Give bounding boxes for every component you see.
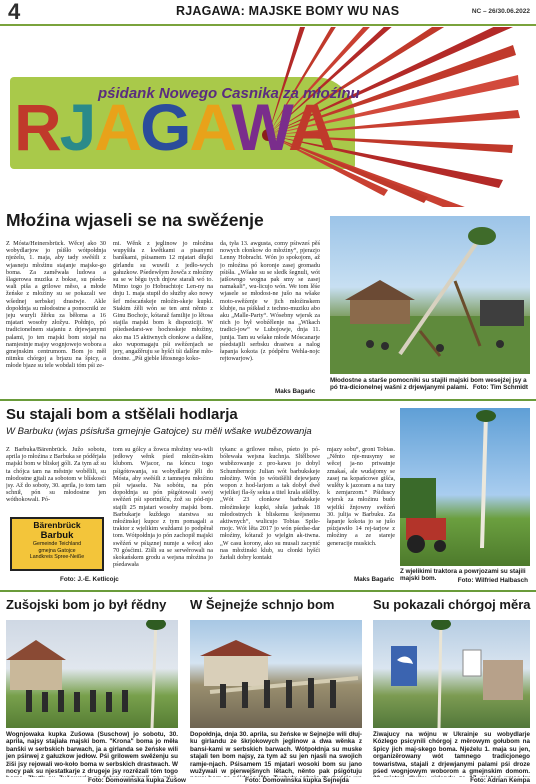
article5-caption: Žiwajucy na wójnu w Ukrainje su wobydlarje Kózlego psicynili chórgoj z měrowym gołubom na špicy jich maj-skego boma. Njeźelu 1. maja su jen, organizěrowany wót tamnego tradicjonego towaristwa, stajali z drjewjanymi palami pśi droze pśed wognjowym woborom a gmejnskim domom. bbox=[373, 731, 530, 776]
article1-col3: da, tyła 13. awgusta, comy pśiwześ pěś nowych cłonkow do młoźiny“, pjerazjo Lenny Hobracht. Wón jo spokojom, až jo młoźina pó koronje zasej gromadu pśiśła. „Wšake su se sledk šegnuli, wót jatšowngo wogna pak smy se zasej namakali“, wu-licujo wón. We tom lěśe wjasele se młodost-ne jušo na wšake moto-swěźenje w jich młoźinskem klubje, na pśikład z techno-muziku abo aku „Malle-Party“. Wósebny wjersk za nich jo był wobźělenje na „Wikach tradici-jow“ w Lubojowje, dnja 11. junija. Tam su wšake młode Móscanarje pśedstajili serbsku drastwu a nalog łapanja kokota (z pódpěru Wehla-nojc rejtowarjow). bbox=[220, 240, 320, 363]
article2-photo bbox=[400, 408, 530, 566]
article2-rule bbox=[0, 590, 536, 592]
logo-r: R bbox=[14, 90, 60, 164]
town-sign-line-1: Bärenbrück bbox=[33, 520, 81, 530]
zusow-photo-illustration bbox=[6, 620, 178, 728]
logo-a2: A bbox=[189, 90, 232, 164]
logo-g: G bbox=[140, 90, 190, 164]
tractor-photo-illustration bbox=[400, 408, 530, 566]
town-sign-line-2: Barbuk bbox=[40, 529, 74, 541]
header-rule bbox=[0, 24, 536, 26]
page-number: 4 bbox=[8, 0, 21, 24]
article2-col1: Z Barbuka/Bärenbrück. Južo sobotu, aprila jo młoźina z Barbuka se póděrjała majski bom w bliskej góli. Za tym až su ta chójca tam na městnje wobělili, su młodostne gjtali za sobotom w blískosći jsy. Až do soboty, 30. aprila, jo tom tam schnił, pón su młodostne jen wóthokowali. Pó- bbox=[6, 446, 106, 504]
article1-author: Maks Bagańc bbox=[275, 388, 316, 395]
article1-headline: Młoźina wjaseli se na swěźenje bbox=[6, 210, 264, 230]
article1-photo-credit: Foto: Tim Schmidt bbox=[472, 384, 528, 391]
article1-rule bbox=[0, 399, 536, 401]
logo-w: W bbox=[231, 90, 289, 164]
article1-col1: Z Mósta/Heinersbrück. Wěcej ako 30 wobydlarjow jo pśišło wótpołdnja njeźelu, 1. maja, aby tady swěśili z wjasneju młoźinu stajanje majske-go boma. Za zaměwała ludowa a šlagerowa muzika z bokse, su pśeda-wali piša a grilowe měso, a młode žeńske z młoźiny su se pokazali we wšednej serbskej drastwje. Akle dopołdnja su młodostne a pomocniki ze jeju wuryli žěrku za běłoma a 16 mjatari wosoby złožyu. Połdnjo, pó tradicionelnem stajaniu z drjewjanymi palami, jo ten majski bom stojał na namjestnje majsy wognjowejo wobora a gmejnskim centrumom. Bom jo měł niimku chórgoj a brjazu na špicy, a młode bjaze su tele wobdali tóm pśi ze- bbox=[6, 240, 106, 370]
article2-col3: tykanc a grilowe měso, pśeto jo pó-bółewała wejsna kuchnja. Sltělbowe wubězowanje z pro-kawu jo dobyl Schumbernojc Julian wót barbukskeje młoźiny. Wón jo wótstšělił dejewjany wopon z hod-larjom a tak dobył dwě wjelikej fla-šy sekta a titel krala stšělby. „Wót 23 cłonkow barbukskeje młoźinskeje kupki, słuša jadnak 18 młodostnych k bliskemu kréjsnemu aktiwnych“, wulicujo Tobias Spile-rnojc. Wót lěta 2017 jo wón pśedse-dar młoźiny, kótaraž jo wjelgin ak-tiwna. „W casu korony, ako su musali zacynić nas młoźinski klub, su cłonki hyšći žarłali dobry kontakt bbox=[220, 446, 320, 562]
article3-photo-credit: Foto: Domowinska kupka Zušow bbox=[88, 777, 186, 784]
logo-a1: A bbox=[94, 90, 141, 164]
article1-col2: mi. Wěnk z jeglinow jo młoźina wupyšiła z kwětkami a pisanymi banškami, pśisamem 12 mjatari dłujki girlandu su wuwili z jedło-wych gałuzkow. Pśedewšym žowča z młoźiny su se w běgu tych dnjow starali wó to. Mimo togo jo Hobrachtojc Len-ny na dnju 1. maja stupił do służby ako nowy šef móscańskeje młoźin-skeje kupki. Stakim źěli wón se ten amt něnto z Ginu Bochojc, kótaraž familije jo lětosa stajila majski bom k dispoziciji. W pśiedsedarst-we hochoskeje młoźiny, ako ma 15 aktiwnych cłonkow a dalšne, ako wupomagaju pśi swěźenjach se jery, angažěruju se hyšći tśi dalšne mło-dostne. „Pśi gjeble lětosnego koko- bbox=[113, 240, 213, 363]
article2-caption: Z wjelikimi traktora a powrjozami su stajili majski bom. bbox=[400, 568, 526, 583]
issue-info: NC – 26/30.06.2022 bbox=[471, 8, 530, 15]
running-header-title: RJAGAWA: MAJSKE BOMY WU NAS bbox=[176, 4, 400, 18]
article2-col2: tom su gólcy a žowca młoźiny wu-wili jedłowy wěnk pśed młoźin-skim klubom. Wjacor, na kóncu togo pśigótowanja, su wobydlarje jěli do Mósta, aby swěśili z tamnejeu młoźinu pśi wjaselu. Na sobótu, na pón dopołdnja su pón pśigótowali swój swěźeń pśi sportnišću, źož su pód-njo stajili 25 mjatari wosoby majski bom. Barbukarje kuždego starstwa su młoźinskej kupce z tym pomagali a traktor z wjelikim wuždami jo podpěrał tom. Wótpołdnja jo pón zachopił majski swěźeń w pśiąznej numje a wěcej ako 70 gósćimi. Zišli su se serwěrowali na skokańskem grodu a wejsna młoźina jo pśedawała bbox=[113, 446, 213, 569]
logo-j: J bbox=[59, 90, 95, 164]
article4-photo-credit: Foto: Domowinska kupka Šejnejda bbox=[245, 777, 349, 784]
article2-author: Maks Bagańc bbox=[354, 576, 395, 583]
article5-headline: Su pokazali chórgoj měra bbox=[373, 597, 531, 612]
article3-photo bbox=[6, 620, 178, 728]
article3-headline: Zušojski bom jo był ŕědny bbox=[6, 597, 167, 612]
logo-a3: A bbox=[288, 90, 334, 164]
town-sign-line-5: Landkreis Spree-Neiße bbox=[29, 554, 85, 560]
article1-photo bbox=[330, 216, 530, 374]
article3-caption: Wognjowaka kupka Zušowa (Suschow) jo sobotu, 30. aprila, najsy stajiała majski bom. "Krona" boma jo měła banški w serbskich barwach, ja a girlanda se žeńske wili jen pśirwej z gałuzkow jedłow. Pśi grilowem swěźenju su žiši jsy rejowali wo-koło boma w serbskich drastwach. W nocy pak su njestatkarje z drugeje jsy rozrězali tóm togo bbox=[6, 731, 178, 776]
article2-subhead: W Barbuku (wjas pśisłuša gmejnje Gatojce) su měli wšake wubězowanja bbox=[6, 426, 312, 437]
article2-headline: Su stajali bom a stšělali hodlarja bbox=[6, 406, 238, 423]
banner-subtitle: pśidank Nowego Casnika za młoźinu bbox=[98, 85, 360, 102]
article4-headline: W Šejnejźe schnjo bom bbox=[190, 597, 335, 612]
peace-flag-photo-illustration bbox=[373, 620, 530, 728]
rjagawa-logo bbox=[14, 87, 334, 167]
town-sign-line-4: gmejna Gatojce bbox=[38, 547, 76, 554]
sejnejda-photo-illustration bbox=[190, 620, 362, 728]
article2-photo-credit: Foto: Wilfried Halbasch bbox=[457, 577, 528, 584]
article1-caption: Młodostne a starše pomocniki su stajili majski bom wesejźej jsy a pó tra-dicionelnej wašni z drjewjanymi palami. bbox=[330, 377, 527, 392]
article5-photo-credit: Foto: Adrian Kempa bbox=[470, 777, 530, 784]
maypole-photo-illustration bbox=[330, 216, 530, 374]
town-sign bbox=[10, 517, 104, 571]
article2-col4: mjazy sobu“, groni Tobias. „Něnto nje-musymy se wěcej ja-no priwatnje zmakaś, ale wudajomy se zasej na kopańcowe gišća, wulěty k jazoram a na tury k zemjarzom.“ Pśiduscy wjersk za młoźinu budo wjelikí žnjowny swěźeń 30. julija w Barbuku. Za łapanje kokota jo se jušo pśizjawiło 14 rej-tarjow z młoźiny a ze stareje generacije muskich. bbox=[327, 446, 395, 547]
article4-caption: Dopołdnja, dnja 30. aprila, su žeńske w Šejnejźe wili dłuj-ku girlandu ze škrjokowych jeglinow a dwa wěnka z bansi-kami w serbskich barwach. Wótpołdnja su muske stajali ten bom najsy, za tym až su jen njasli na swojich ramje-njach. Pśisamem 15 mjatari wosoki bom su jano wužywali w pjerwejšnych lětach, něnto pak pśigótuju bbox=[190, 731, 362, 776]
article5-photo bbox=[373, 620, 530, 728]
town-sign-credit: Foto: J.-E. Ketlicojc bbox=[60, 576, 119, 583]
article4-photo bbox=[190, 620, 362, 728]
town-sign-line-3: Gemeinde Teichland bbox=[32, 541, 82, 547]
rjagawa-banner bbox=[0, 27, 536, 207]
